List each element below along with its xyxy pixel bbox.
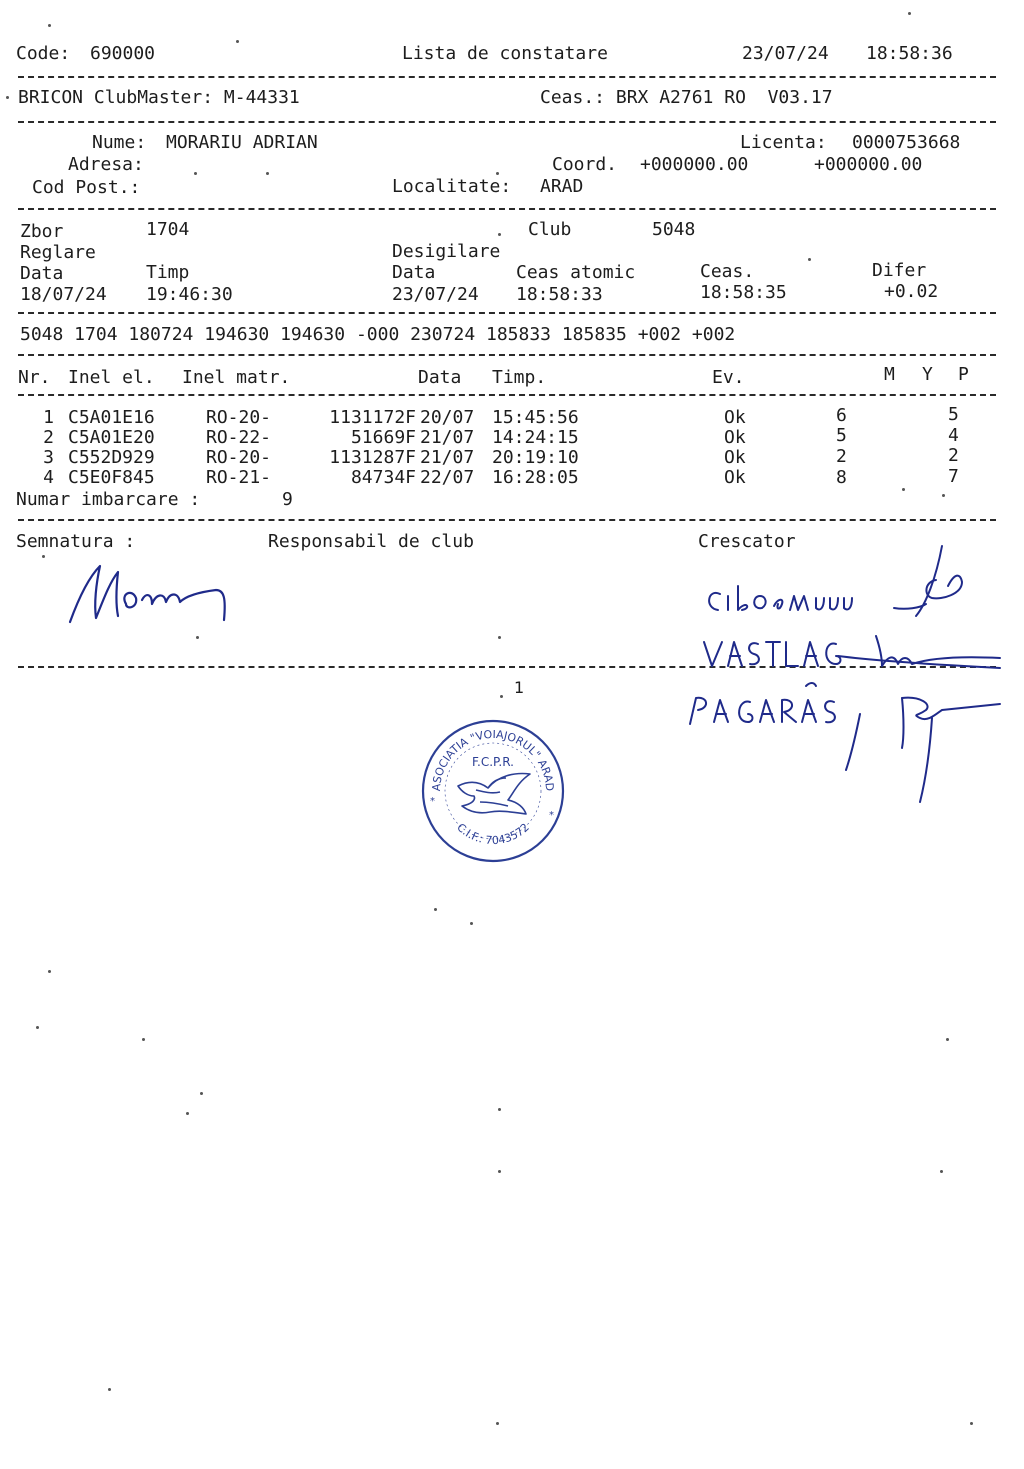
difer-label: Difer	[872, 260, 927, 281]
row-inel-el: C5A01E16	[68, 407, 155, 428]
owner-name: MORARIU ADRIAN	[166, 132, 318, 153]
scan-speck	[496, 172, 499, 175]
address-label: Adresa:	[68, 154, 144, 175]
row-nr: 3	[43, 447, 54, 468]
reglare-label: Reglare	[20, 242, 96, 263]
name-label: Nume:	[92, 132, 147, 153]
row-nr: 4	[43, 467, 54, 488]
scan-speck	[194, 172, 197, 175]
row-inel-matr: RO-20-	[206, 407, 272, 428]
col-y: Y	[922, 364, 933, 385]
col-nr: Nr.	[18, 367, 51, 388]
imbarcare-label: Numar imbarcare :	[16, 489, 201, 510]
header-time: 18:58:36	[866, 43, 953, 64]
row-matr-no: 1131172F	[329, 407, 416, 428]
dove-icon	[458, 774, 530, 814]
scan-speck	[236, 40, 239, 43]
col-timp: Timp.	[492, 367, 547, 388]
col-inel-matr: Inel matr.	[182, 367, 291, 388]
row-m: 5	[836, 425, 847, 446]
scan-speck	[498, 636, 501, 639]
row-m: 8	[836, 467, 847, 488]
club-label: Club	[528, 219, 572, 240]
scan-speck	[902, 488, 905, 491]
star-icon: *	[430, 796, 435, 807]
scan-speck	[266, 172, 269, 175]
row-m: 2	[836, 446, 847, 467]
row-data: 21/07	[420, 447, 475, 468]
scan-speck	[498, 233, 501, 236]
scan-speck	[48, 970, 51, 973]
association-stamp	[418, 716, 568, 866]
coord-lon: +000000.00	[814, 154, 923, 175]
row-p: 4	[948, 425, 959, 446]
row-p: 5	[948, 404, 959, 425]
separator	[18, 354, 996, 356]
col-ev: Ev.	[712, 367, 745, 388]
reglare-timp-label: Timp	[146, 262, 190, 283]
scan-speck	[36, 1026, 39, 1029]
clock-id: Ceas.: BRX A2761 RO V03.17	[540, 87, 833, 108]
row-timp: 20:19:10	[492, 447, 579, 468]
col-data: Data	[418, 367, 462, 388]
stamp-top-text: ASOCIATIA "VOIAJORUL" ARAD	[429, 727, 557, 792]
atomic-clock-time: 18:58:33	[516, 284, 603, 305]
license-number: 0000753668	[852, 132, 961, 153]
col-p: P	[958, 364, 969, 385]
encoded-line: 5048 1704 180724 194630 194630 -000 230724 185833 185835 +002 +002	[20, 324, 736, 345]
row-timp: 15:45:56	[492, 407, 579, 428]
star-icon: *	[549, 810, 554, 821]
row-data: 20/07	[420, 407, 475, 428]
row-matr-no: 1131287F	[329, 447, 416, 468]
scan-speck	[908, 12, 911, 15]
separator	[18, 519, 996, 521]
row-ev: Ok	[724, 427, 746, 448]
col-m: M	[884, 364, 895, 385]
scan-speck	[196, 636, 199, 639]
scan-speck	[940, 1170, 943, 1173]
reglare-data-label: Data	[20, 263, 64, 284]
zbor-value: 1704	[146, 219, 190, 240]
row-inel-matr: RO-20-	[206, 447, 272, 468]
row-matr-no: 51669F	[350, 427, 416, 448]
scan-speck	[942, 494, 945, 497]
reglare-time: 19:46:30	[146, 284, 233, 305]
scan-speck	[498, 1170, 501, 1173]
stamp-bottom-text: C.I.F.: 7043572	[454, 820, 532, 848]
desigilare-data-label: Data	[392, 262, 436, 283]
ceas-atomic-label: Ceas atomic	[516, 262, 636, 283]
imbarcare-count: 9	[282, 489, 293, 510]
scan-speck	[108, 1388, 111, 1391]
scan-speck	[808, 258, 811, 261]
row-p: 2	[948, 445, 959, 466]
scan-speck	[470, 922, 473, 925]
license-label: Licenta:	[740, 132, 827, 153]
row-data: 21/07	[420, 427, 475, 448]
locality-label: Localitate:	[392, 176, 512, 197]
header-date: 23/07/24	[742, 43, 829, 64]
page-number: 1	[514, 678, 525, 697]
row-nr: 2	[43, 427, 54, 448]
coord-lat: +000000.00	[640, 154, 749, 175]
handwritten-signature-1	[60, 560, 240, 640]
scan-speck	[500, 695, 503, 698]
row-ev: Ok	[724, 447, 746, 468]
difference-value: +0.02	[884, 281, 939, 302]
document-title: Lista de constatare	[402, 43, 608, 64]
breeder-label: Crescator	[698, 531, 796, 552]
scan-speck	[186, 1112, 189, 1115]
scan-speck	[142, 1038, 145, 1041]
scan-speck	[498, 1108, 501, 1111]
club-value: 5048	[652, 219, 696, 240]
row-ev: Ok	[724, 467, 746, 488]
separator	[18, 76, 996, 78]
row-inel-matr: RO-21-	[206, 467, 272, 488]
row-p: 7	[948, 466, 959, 487]
scan-speck	[42, 555, 45, 558]
row-m: 6	[836, 405, 847, 426]
col-inel-el: Inel el.	[68, 367, 155, 388]
row-matr-no: 84734F	[350, 467, 416, 488]
desigilare-date: 23/07/24	[392, 284, 479, 305]
stamp-middle-text: F.C.P.R.	[472, 755, 514, 769]
row-inel-el: C5E0F845	[68, 467, 155, 488]
system-id: BRICON ClubMaster: M-44331	[18, 87, 300, 108]
separator	[18, 312, 996, 314]
coord-label: Coord.	[552, 154, 618, 175]
code-label: Code:	[16, 43, 71, 64]
row-timp: 14:24:15	[492, 427, 579, 448]
row-inel-matr: RO-22-	[206, 427, 272, 448]
desigilare-label: Desigilare	[392, 241, 501, 262]
handwritten-names	[680, 538, 1010, 808]
scan-speck	[6, 96, 9, 99]
scan-speck	[48, 24, 51, 27]
code-value: 690000	[90, 43, 156, 64]
scan-speck	[200, 1092, 203, 1095]
row-nr: 1	[43, 407, 54, 428]
row-data: 22/07	[420, 467, 475, 488]
scan-speck	[946, 1038, 949, 1041]
clock-time: 18:58:35	[700, 282, 787, 303]
postcode-label: Cod Post.:	[32, 177, 141, 198]
reglare-date: 18/07/24	[20, 284, 107, 305]
scan-speck	[496, 1422, 499, 1425]
scan-speck	[434, 908, 437, 911]
club-responsible-label: Responsabil de club	[268, 531, 474, 552]
row-timp: 16:28:05	[492, 467, 579, 488]
row-ev: Ok	[724, 407, 746, 428]
row-inel-el: C5A01E20	[68, 427, 155, 448]
separator	[18, 394, 996, 396]
separator	[18, 208, 996, 210]
locality-value: ARAD	[540, 176, 584, 197]
scan-speck	[970, 1422, 973, 1425]
signature-label: Semnatura :	[16, 531, 136, 552]
ceas-label: Ceas.	[700, 261, 755, 282]
zbor-label: Zbor	[20, 221, 64, 242]
row-inel-el: C552D929	[68, 447, 155, 468]
separator	[18, 121, 996, 123]
